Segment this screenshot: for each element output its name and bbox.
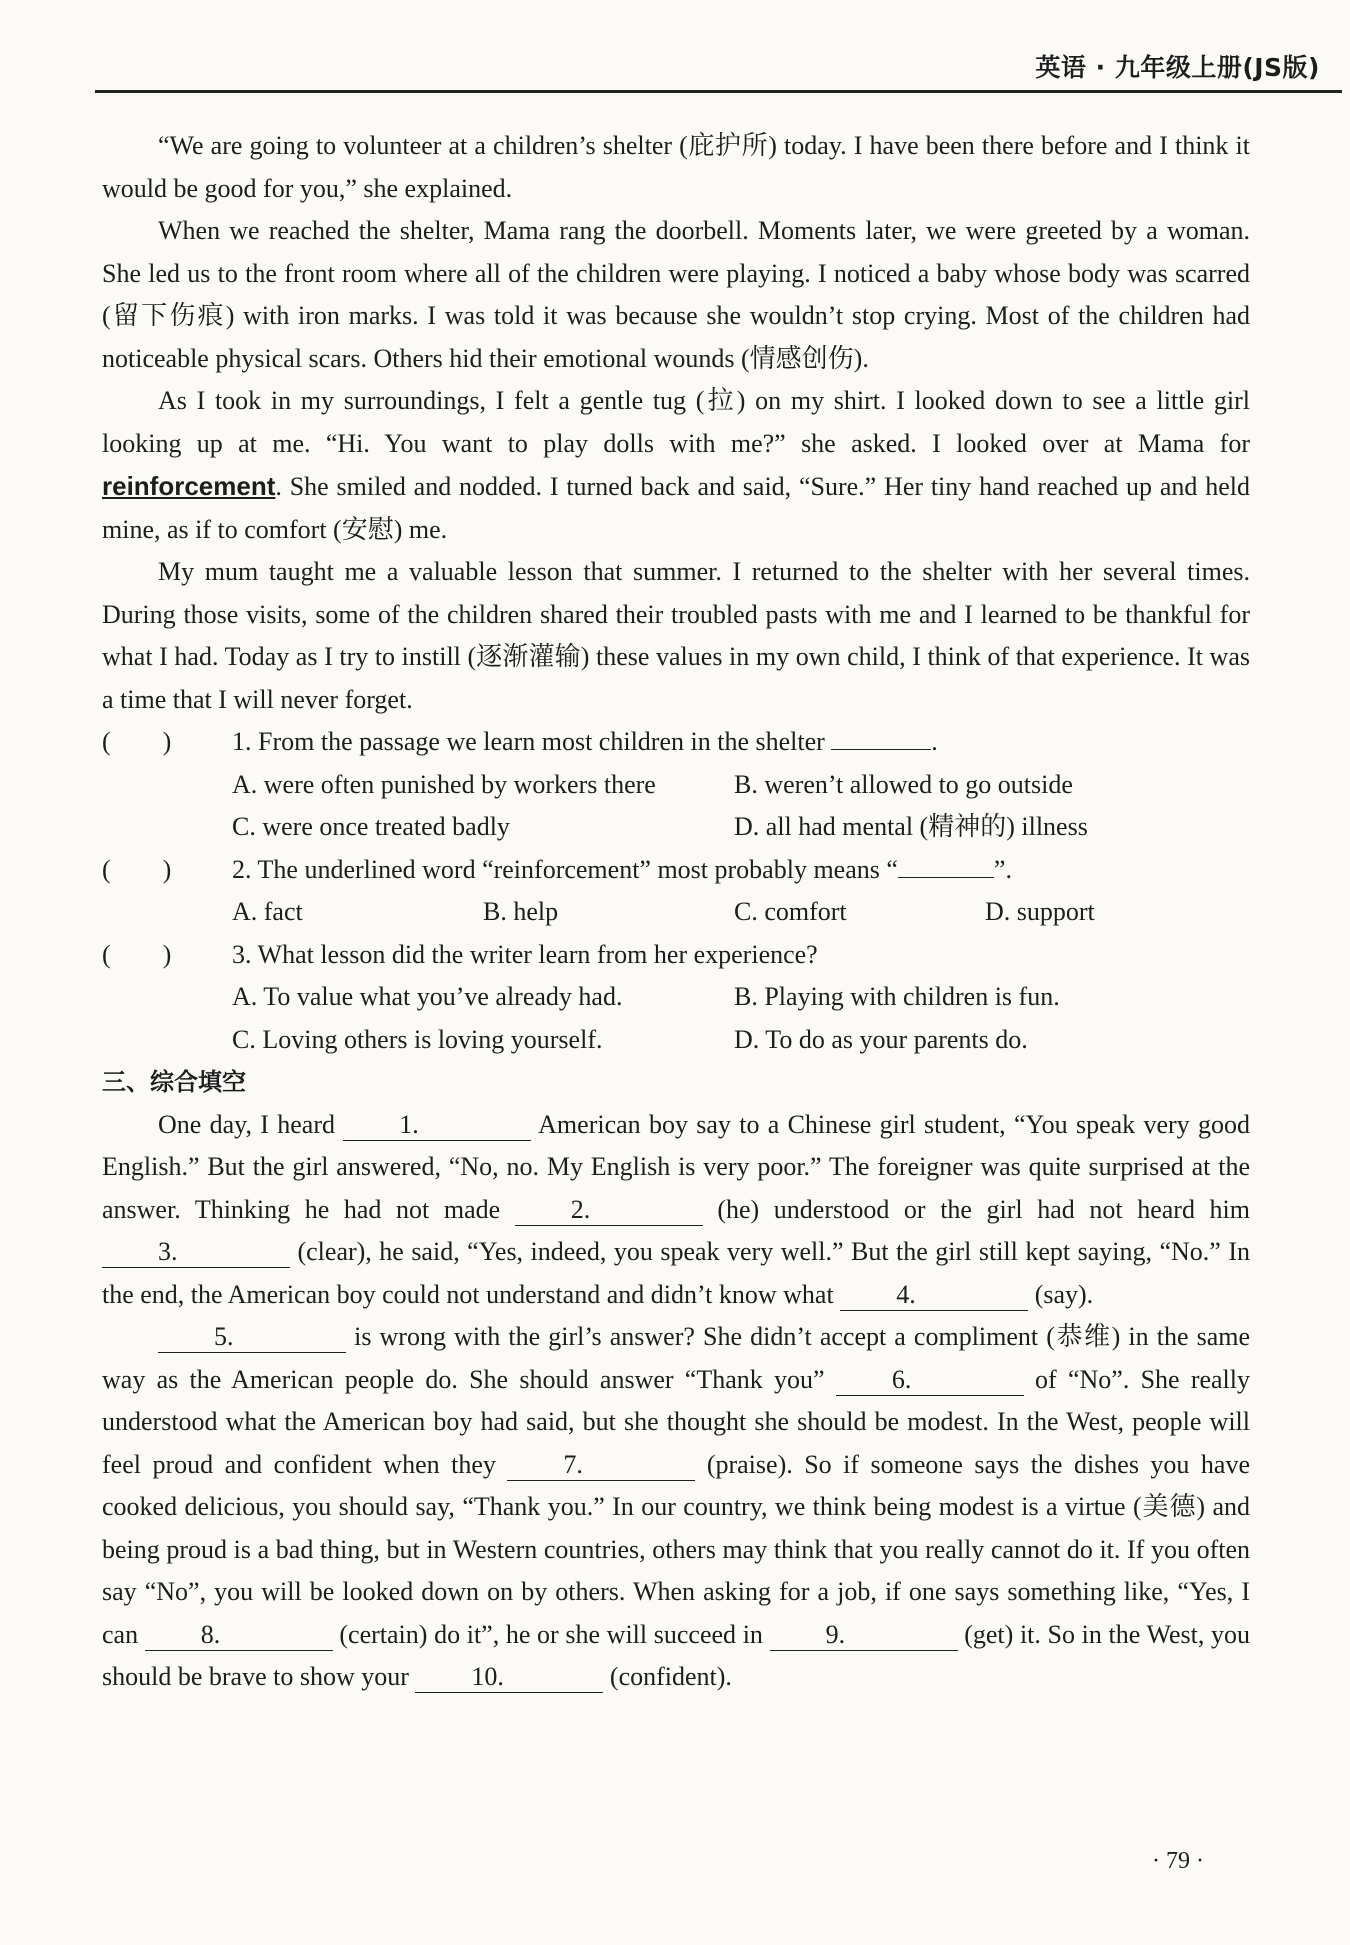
- cloze-text: One day, I heard: [158, 1109, 344, 1139]
- header-divider: [95, 90, 1342, 93]
- fill-blank[interactable]: 4.: [840, 1280, 1028, 1311]
- cloze-text: (get) it. So in the West, you should be brave to show your: [102, 1619, 1250, 1691]
- page-content: [102, 125, 1250, 1699]
- option-d[interactable]: D. support: [985, 897, 1095, 926]
- fill-blank[interactable]: 7.: [507, 1450, 695, 1481]
- answer-blank[interactable]: [831, 721, 931, 750]
- option-c[interactable]: C. comfort: [734, 897, 847, 926]
- page-number: · 79 ·: [1152, 1848, 1204, 1874]
- question-1-options: [102, 764, 1250, 849]
- option-c[interactable]: C. Loving others is loving yourself.: [232, 1024, 603, 1054]
- option-a[interactable]: A. To value what you’ve already had.: [232, 982, 623, 1011]
- question-stem: 3. What lesson did the writer learn from her experience?: [232, 939, 818, 969]
- cloze-text: American boy say to a Chinese girl student, “You speak very good English.” But the girl answered, “No, no. My English is very poor.” The foreigner was quite surprised at the answer. Thinking he had not made: [102, 1109, 1250, 1224]
- paragraph-text: As I took in my surroundings, I felt a gentle tug (拉) on my shirt. I looked down to see a little girl looking up at me. “Hi. You want to play dolls with me?” she asked. I looked over at Mama for: [102, 386, 1250, 458]
- fill-blank[interactable]: 1.: [343, 1110, 531, 1141]
- option-b[interactable]: B. help: [483, 897, 559, 926]
- fill-blank[interactable]: 3.: [102, 1237, 290, 1268]
- cloze-text: (certain) do it”, he or she will succeed in: [332, 1619, 770, 1649]
- cloze-text: (say).: [1028, 1279, 1094, 1309]
- fill-blank[interactable]: 10.: [415, 1662, 603, 1693]
- option-b[interactable]: B. Playing with children is fun.: [734, 982, 1060, 1011]
- cloze-paragraph-2: [102, 1316, 1250, 1699]
- question-3: [102, 934, 1250, 977]
- cloze-text: (clear), he said, “Yes, indeed, you speak very well.” But the girl still kept saying, “No.” In the end, the American boy could not understand and didn’t know what: [102, 1237, 1250, 1309]
- question-stem: 2. The underlined word “reinforcement” most probably means “ ”.: [232, 849, 1250, 892]
- cloze-text: (he) understood or the girl had not heard him: [702, 1194, 1250, 1224]
- cloze-text: is wrong with the girl’s answer? She didn’t accept a compliment (恭维) in the same way as the American people do. She should answer “Thank you”: [102, 1322, 1250, 1394]
- question-stem: 1. From the passage we learn most children in the shelter .: [232, 721, 1250, 764]
- underlined-keyword: reinforcement: [102, 471, 276, 501]
- question-2-options: [102, 891, 1250, 934]
- cloze-text: of “No”. She really understood what the American boy had said, but she thought she should be modest. In the West, people will feel proud and confident when they: [102, 1364, 1251, 1479]
- page-header: [0, 0, 1350, 95]
- passage-paragraph-2: When we reached the shelter, Mama rang the doorbell. Moments later, we were greeted by a woman. She led us to the front room where all of the children were playing. I noticed a baby whose body was scarred (留下伤痕) with iron marks. I was told it was because she wouldn’t stop crying. Most of the children had noticeable physical scars. Others hid their emotional wounds (情感创伤).: [102, 216, 1250, 373]
- question-2: [102, 849, 1250, 892]
- fill-blank[interactable]: 9.: [770, 1620, 958, 1651]
- answer-paren[interactable]: ( ): [102, 727, 172, 756]
- paragraph-text: . She smiled and nodded. I turned back and said, “Sure.” Her tiny hand reached up and held mine, as if to comfort (安慰) me.: [102, 472, 1250, 544]
- book-title: 英语 · 九年级上册(JS版): [1035, 53, 1320, 82]
- passage-paragraph-3: [102, 380, 1250, 551]
- option-a[interactable]: A. fact: [232, 897, 303, 926]
- passage-paragraph-4: My mum taught me a valuable lesson that summer. I returned to the shelter with her several times. During those visits, some of the children shared their troubled pasts with me and I learned to be thankful for what I had. Today as I try to instill (逐渐灌输) these values in my own child, I think of that experience. It was a time that I will never forget.: [102, 557, 1250, 714]
- option-c[interactable]: C. were once treated badly: [232, 812, 510, 841]
- fill-blank[interactable]: 8.: [145, 1620, 333, 1651]
- cloze-text: (praise). So if someone says the dishes you have cooked delicious, you should say, “Thank you.” In our country, we think being modest is a virtue (美德) and being proud is a bad thing, but in Western countries, others may think that you really cannot do it. If you often say “No”, you will be looked down on by others. When asking for a job, if one says something like, “Yes, I can: [102, 1449, 1250, 1649]
- answer-paren[interactable]: ( ): [102, 854, 172, 884]
- section-heading: 三、综合填空: [102, 1068, 246, 1096]
- answer-paren[interactable]: ( ): [102, 939, 172, 969]
- question-1: [102, 721, 1250, 764]
- fill-blank[interactable]: 5.: [158, 1322, 346, 1353]
- answer-blank[interactable]: [898, 849, 994, 878]
- fill-blank[interactable]: 6.: [836, 1365, 1024, 1396]
- fill-blank[interactable]: 2.: [515, 1195, 703, 1226]
- option-d[interactable]: D. To do as your parents do.: [734, 1024, 1028, 1054]
- option-b[interactable]: B. weren’t allowed to go outside: [734, 769, 1073, 799]
- question-3-options: [102, 976, 1250, 1061]
- cloze-text: (confident).: [603, 1662, 732, 1691]
- option-d[interactable]: D. all had mental (精神的) illness: [734, 812, 1088, 841]
- cloze-paragraph-1: [102, 1104, 1250, 1317]
- option-a[interactable]: A. were often punished by workers there: [232, 769, 656, 799]
- passage-paragraph-1: “We are going to volunteer at a children’s shelter (庇护所) today. I have been there before and I think it would be good for you,” she explained.: [102, 131, 1250, 203]
